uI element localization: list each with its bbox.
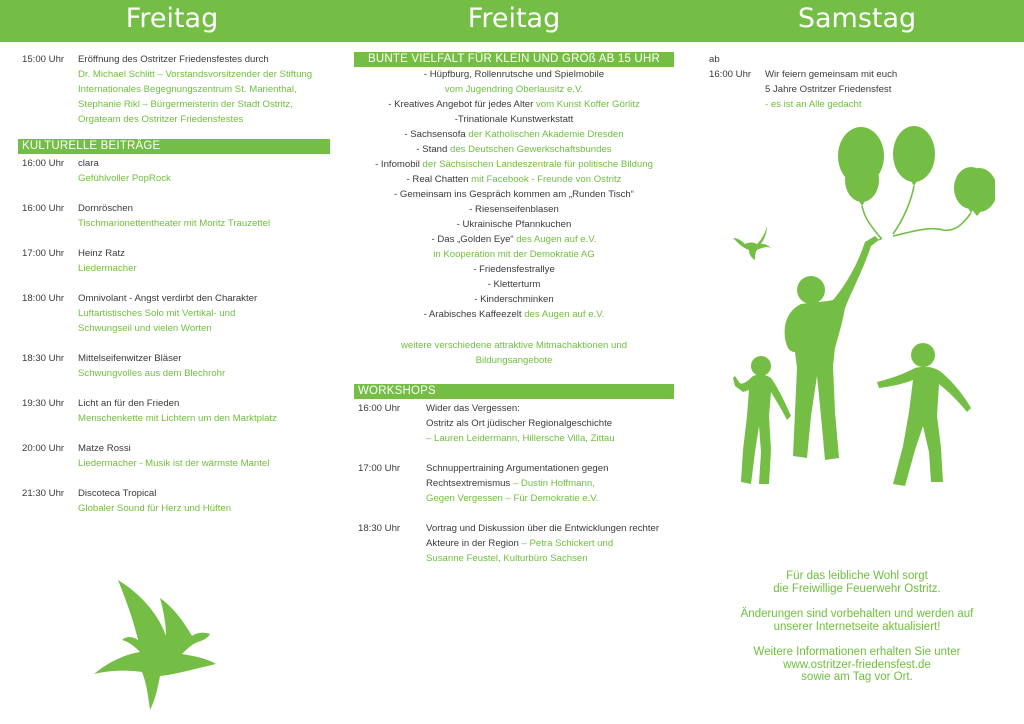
website-link[interactable]: www.ostritzer-friedensfest.de (783, 658, 931, 671)
workshop-text: – Lauren Leidermann, Hillersche Villa, Zittau (426, 433, 615, 444)
variety-item (354, 262, 674, 277)
day-title-right: Samstag (797, 3, 917, 34)
variety-item-text: mit Facebook - Freunde von Ostritz (471, 174, 622, 185)
event-time: 19:30 Uhr (22, 398, 65, 409)
variety-item-text: des Deutschen Gewerkschaftsbundes (450, 144, 612, 155)
workshop-line (426, 401, 615, 416)
variety-item (354, 217, 674, 232)
variety-item-text: - Kreatives Angebot für jedes Alter (388, 99, 536, 110)
section-title-cultural: KULTURELLE BEITRÄGE (18, 139, 330, 154)
variety-item-text: - Ukrainische Pfannkuchen (456, 219, 572, 230)
workshop-text: Gegen Vergessen – Für Demokratie e.V. (426, 493, 599, 504)
workshop-line (426, 536, 659, 551)
opening-entry (22, 52, 330, 127)
variety-item-text: vom Kunst Koffer Görlitz (535, 99, 640, 110)
variety-item-text: - Das „Golden Eye“ (431, 234, 517, 245)
variety-item (354, 82, 674, 97)
variety-item (354, 142, 674, 157)
variety-item (354, 97, 674, 112)
workshop-time: 17:00 Uhr (358, 463, 401, 474)
variety-item (354, 67, 674, 82)
workshop-text: Susanne Feustel, Kulturbüro Sachsen (426, 553, 588, 564)
event-time: 20:00 Uhr (22, 443, 65, 454)
variety-list (354, 67, 674, 322)
event-time: 16:00 Uhr (709, 69, 752, 80)
event-entry (22, 291, 330, 336)
event-desc: Globaler Sound für Herz und Hüften (78, 503, 232, 514)
workshop-text: Rechtsextremismus (426, 478, 513, 489)
variety-item-text: -Trinationale Kunstwerkstatt (454, 114, 574, 125)
cultural-events-list (22, 156, 330, 516)
event-desc: Gefühlvoller PopRock (78, 173, 171, 184)
variety-item (354, 202, 674, 217)
workshop-line (426, 521, 659, 536)
event-desc: Schwungvolles aus dem Blechrohr (78, 368, 226, 379)
variety-item-text: des Augen auf e.V. (524, 309, 605, 320)
variety-item-text: - Real Chatten (406, 174, 472, 185)
event-title: Discoteca Tropical (78, 488, 157, 499)
extra-line: weitere verschiedene attraktive Mitmachaktionen und (400, 340, 628, 351)
workshop-entry (358, 461, 674, 506)
variety-item-text: der Katholischen Akademie Dresden (468, 129, 624, 140)
footer-info (718, 570, 996, 697)
workshop-text: – Dustin Hoffmann, (512, 478, 595, 489)
variety-item-text: - Kinderschminken (474, 294, 554, 305)
variety-item (354, 157, 674, 172)
footer-line: Für das leibliche Wohl sorgt (786, 570, 928, 582)
workshop-text: Ostritz als Ort jüdischer Regionalgeschichte (426, 418, 613, 429)
variety-item-text: des Augen auf e.V. (516, 234, 597, 245)
event-desc: Menschenkette mit Lichtern um den Marktplatz (78, 413, 277, 424)
workshop-line (426, 431, 615, 446)
variety-item-text: - Arabisches Kaffeezelt (423, 309, 525, 320)
variety-item (354, 232, 674, 247)
event-title: clara (78, 158, 99, 169)
workshops-list (354, 401, 674, 566)
variety-item (354, 112, 674, 127)
variety-item-text: - Sachsensofa (404, 129, 469, 140)
variety-item-text: - Friedensfestrallye (473, 264, 555, 275)
event-time: 15:00 Uhr (22, 54, 65, 65)
variety-item-text: - Infomobil (375, 159, 423, 170)
event-title: 5 Jahre Ostritzer Friedensfest (765, 84, 892, 95)
event-title: Matze Rossi (78, 443, 131, 454)
event-title: Licht an für den Frieden (78, 398, 180, 409)
variety-item-text: der Sächsischen Landeszentrale für politische Bildung (422, 159, 653, 170)
workshop-text: Vortrag und Diskussion über die Entwicklungen rechter (426, 523, 660, 534)
event-time: 17:00 Uhr (22, 248, 65, 259)
event-desc: Stephanie Rikl – Bürgermeisterin der Stadt Ostritz, (78, 99, 293, 110)
event-time: 18:00 Uhr (22, 293, 65, 304)
workshop-time: 16:00 Uhr (358, 403, 401, 414)
variety-item (354, 127, 674, 142)
event-entry (22, 351, 330, 381)
balloons-and-people (733, 120, 995, 492)
event-desc: Luftartistisches Solo mit Vertikal- und (78, 308, 236, 319)
variety-item-text: - Hüpfburg, Rollenrutsche und Spielmobile (423, 69, 605, 80)
footer-line: sowie am Tag vor Ort. (801, 671, 913, 683)
center-column (354, 52, 674, 566)
event-title: Omnivolant - Angst verdirbt den Charakter (78, 293, 258, 304)
event-desc: Liedermacher - Musik ist der wärmste Mantel (78, 458, 270, 469)
workshop-text: Wider das Vergessen: (426, 403, 520, 414)
variety-item-text: in Kooperation mit der Demokratie AG (433, 249, 595, 260)
event-time: 16:00 Uhr (22, 203, 65, 214)
left-column (22, 52, 330, 516)
section-title-variety: BUNTE VIELFALT FÜR KLEIN UND GROß AB 15 UHR (354, 52, 674, 67)
event-entry (22, 246, 330, 276)
variety-item-text: - Gemeinsam ins Gespräch kommen am „Runden Tisch“ (394, 189, 634, 200)
footer-line: Änderungen sind vorbehalten und werden auf (740, 608, 974, 620)
event-entry (22, 486, 330, 516)
dove-icon-large (86, 578, 234, 718)
variety-item (354, 292, 674, 307)
ab-label: ab (709, 54, 720, 65)
extra-line: Bildungsangebote (475, 355, 553, 366)
workshop-line (426, 551, 659, 566)
event-time: 16:00 Uhr (22, 158, 65, 169)
event-title: Eröffnung des Ostritzer Friedensfestes durch (78, 54, 269, 65)
event-title: Heinz Ratz (78, 248, 125, 259)
variety-item-text: vom Jugendring Oberlausitz e.V. (444, 84, 584, 95)
workshop-entry (358, 521, 674, 566)
event-desc: Internationales Begegnungszentrum St. Marienthal, (78, 84, 297, 95)
event-desc: Orgateam des Ostritzer Friedensfestes (78, 114, 244, 125)
event-desc: Schwungseil und vielen Worten (78, 323, 212, 334)
event-desc: Dr. Michael Schlitt – Vorstandsvorsitzender der Stiftung (78, 69, 313, 80)
variety-item (354, 277, 674, 292)
event-title: Wir feiern gemeinsam mit euch (765, 69, 898, 80)
workshop-line (426, 476, 608, 491)
event-entry (22, 396, 330, 426)
event-time: 21:30 Uhr (22, 488, 65, 499)
event-entry (22, 441, 330, 471)
right-column (709, 52, 1009, 112)
footer-line: die Freiwillige Feuerwehr Ostritz. (773, 582, 941, 595)
event-entry (22, 156, 330, 186)
event-title: Mittelseifenwitzer Bläser (78, 353, 182, 364)
variety-item (354, 172, 674, 187)
event-title: Dornröschen (78, 203, 133, 214)
event-desc: Liedermacher (78, 263, 137, 274)
variety-item (354, 307, 674, 322)
event-desc: Tischmarionettentheater mit Moritz Trauzettel (78, 218, 271, 229)
variety-item-text: - Stand (416, 144, 450, 155)
workshop-text: Akteure in der Region (426, 538, 522, 549)
day-title-center: Freitag (467, 3, 561, 34)
variety-item-text: - Riesenseifenblasen (469, 204, 559, 215)
event-note: - es ist an Alle gedacht (765, 99, 862, 110)
workshop-text: – Petra Schickert und (521, 538, 614, 549)
workshop-entry (358, 401, 674, 446)
footer-line: Weitere Informationen erhalten Sie unter (753, 646, 961, 658)
variety-item (354, 247, 674, 262)
variety-item-text: - Kletterturm (487, 279, 541, 290)
day-title-left: Freitag (125, 3, 219, 34)
workshop-line (426, 491, 608, 506)
event-time: 18:30 Uhr (22, 353, 65, 364)
variety-item (354, 187, 674, 202)
workshop-time: 18:30 Uhr (358, 523, 401, 534)
workshop-text: Schnuppertraining Argumentationen gegen (426, 463, 609, 474)
workshop-line (426, 416, 615, 431)
workshop-line (426, 461, 608, 476)
event-entry (22, 201, 330, 231)
footer-line: unserer Internetseite aktualisiert! (773, 620, 941, 633)
section-title-workshops: WORKSHOPS (354, 384, 674, 399)
